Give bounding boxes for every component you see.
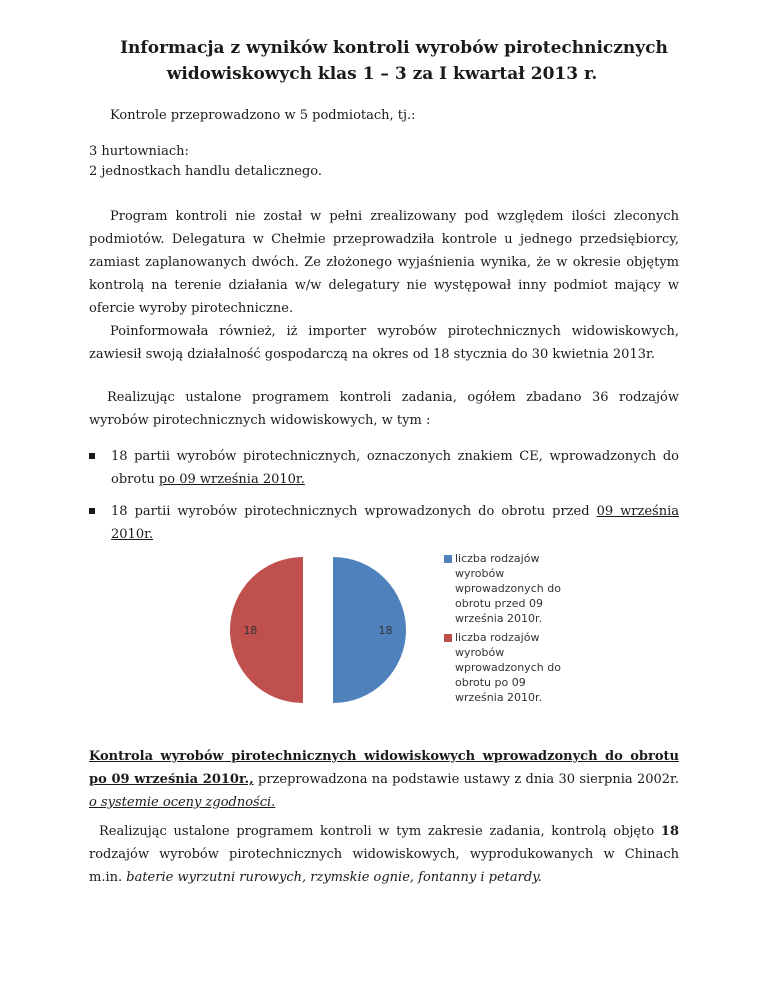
document-title-line1: Informacja z wyników kontroli wyrobów pirotechnicznych (120, 38, 668, 58)
final-paragraph-text: Realizując ustalone programem kontroli w tym zakresie zadania, kontrolą objęto (99, 824, 661, 839)
legend-label-after-2010: liczba rodzajów wyrobów wprowadzonych do obrotu po 09 września 2010r. (455, 631, 561, 704)
legend-item-after-2010 (444, 630, 574, 705)
section2-text: przeprowadzona na podstawie ustawy z dnia 30 sierpnia 2002r. (253, 772, 679, 787)
section2-heading: Kontrola wyrobów pirotechnicznych widowiskowych wprowadzonych do obrotu po 09 września 2010r., (89, 749, 679, 787)
act-title: o systemie oceny zgodności. (89, 795, 276, 810)
final-count: 18 (660, 824, 679, 839)
tasks-paragraph: Realizując ustalone programem kontroli zadania, ogółem zbadano 36 rodzajów wyrobów pirotechnicznych widowiskowych, w tym : (89, 390, 679, 428)
legend-label-before-2010: liczba rodzajów wyrobów wprowadzonych do obrotu przed 09 września 2010r. (455, 552, 561, 625)
intro-paragraph: Kontrole przeprowadzono w 5 podmiotach, tj.: (110, 108, 416, 123)
entity-line-retail: 2 jednostkach handlu detalicznego. (89, 164, 322, 179)
bullet-before-2010-date: 09 września 2010r. (111, 504, 679, 542)
bullet-after-2010-text: 18 partii wyrobów pirotechnicznych, oznaczonych znakiem CE, wprowadzonych do obrotu po 09 września 2010r. (111, 449, 679, 487)
pie-slice-before-2010 (333, 557, 406, 703)
bullet-after-2010 (89, 445, 679, 491)
legend-swatch-blue (444, 555, 452, 563)
final-paragraph-text-2: rodzajów wyrobów pirotechnicznych widowiskowych, wyprodukowanych w Chinach m.in. (89, 847, 679, 885)
bullet-after-2010-date: po 09 września 2010r. (158, 472, 305, 487)
square-bullet-icon (89, 508, 95, 514)
program-paragraph: Program kontroli nie został w pełni zrealizowany pod względem ilości zleconych podmiotów. Delegatura w Chełmie przeprowadziła kontrole u jednego przedsiębiorcy, zamiast zaplanowanych dwóch. Ze złożonego wyjaśnienia wynika, że w okresie objętym kontrolą na terenie działania w/w delegatury nie występował inny podmiot mający w ofercie wyroby pirotechniczne. (89, 209, 679, 316)
final-examples: baterie wyrzutni rurowych, rzymskie ognie, fontanny i petardy. (126, 870, 542, 885)
bullet-before-2010 (89, 500, 679, 546)
section2-paragraph (89, 745, 679, 814)
legend-item-before-2010 (444, 551, 574, 626)
pie-data-label-before-2010: 18 (378, 624, 393, 637)
document-title-line2: widowiskowych klas 1 – 3 za I kwartał 2013 r. (166, 64, 598, 84)
pie-chart (230, 560, 430, 710)
bullet-before-2010-text: 18 partii wyrobów pirotechnicznych wprowadzonych do obrotu przed 09 września 2010r. (111, 504, 679, 542)
final-paragraph (89, 820, 679, 889)
pie-data-label-after-2010: 18 (243, 624, 258, 637)
pie-slice-after-2010 (230, 557, 303, 703)
square-bullet-icon (89, 453, 95, 459)
legend-swatch-red (444, 634, 452, 642)
informed-paragraph: Poinformowała również, iż importer wyrobów pirotechnicznych widowiskowych, zawiesił swoją działalność gospodarczą na okres od 18 stycznia do 30 kwietnia 2013r. (89, 324, 679, 362)
chart-legend (444, 551, 574, 709)
entity-line-wholesale: 3 hurtowniach: (89, 144, 189, 159)
